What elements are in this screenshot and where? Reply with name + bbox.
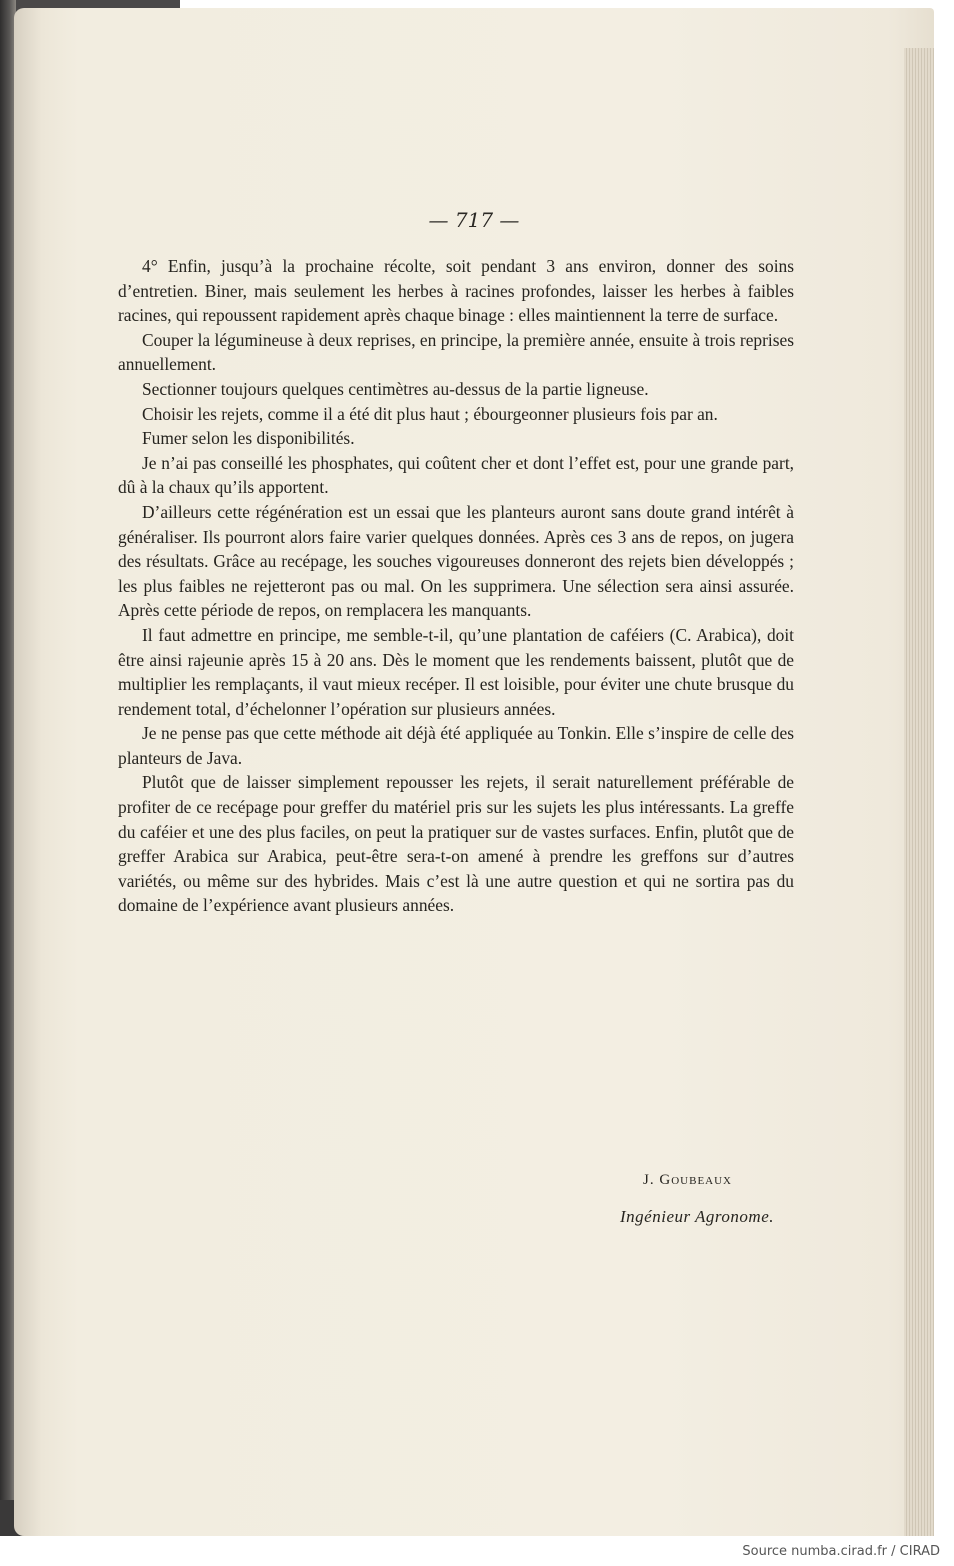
paragraph-sectionner: Sectionner toujours quelques centimètres au-dessus de la partie ligneuse.	[142, 378, 649, 399]
paragraph-legumineuse: Couper la légumineuse à deux reprises, en principe, la première année, ensuite à trois reprises annuellement.	[118, 329, 794, 375]
paragraph-entretien: 4° Enfin, jusqu’à la prochaine récolte, soit pendant 3 ans environ, donner des soins d’entretien. Biner, mais seulement les herbes à racines profondes, laisser les herbes à faibles racines, qui repoussent rapidement après chaque binage : elles maintiennent la terre de surface.	[118, 256, 794, 326]
paragraph-rajeunie: Il faut admettre en principe, me semble-t-il, qu’une plantation de caféiers (C. Arabica), doit être ainsi rajeunie après 15 à 20 ans. Dès le moment que les rendements baissent, plutôt que de multiplier les remplaçants, il vaut mieux recéper. Il est loisible, pour éviter une chute brusque du rendement total, d’échelonner l’opération sur plusieurs années.	[118, 624, 794, 719]
signature-block	[514, 1172, 774, 1227]
page-stack-edge	[904, 48, 934, 1538]
source-credit: Source numba.cirad.fr / CIRAD	[742, 1544, 940, 1559]
paragraph-regeneration: D’ailleurs cette régénération est un essai que les planteurs auront sans doute grand intérêt à généraliser. Ils pourront alors faire varier quelques données. Après ces 3 ans de repos, on jugera des résultats. Grâce au recépage, les souches vigoureuses donneront des rejets bien développés ; les plus faibles ne rejetteront pas ou mal. On les supprimera. Une sélection sera ainsi assurée. Après cette période de repos, on remplacera les manquants.	[118, 501, 794, 621]
paragraph-rejets: Choisir les rejets, comme il a été dit plus haut ; ébourgeonner plusieurs fois par an.	[142, 403, 718, 424]
paragraph-greffe: Plutôt que de laisser simplement repousser les rejets, il serait naturellement préférable de profiter de ce recépage pour greffer du matériel pris sur les sujets les plus intéressants. La greffe du caféier et une des plus faciles, on peut la pratiquer sur de vastes surfaces. Enfin, plutôt que de greffer Arabica sur Arabica, peut-être sera-t-on amené à prendre les greffons sur d’autres variétés, ou même sur des hybrides. Mais c’est là une autre question et qui ne sortira pas du domaine de l’expérience avant plusieurs années.	[118, 772, 794, 916]
paragraph-phosphates: Je n’ai pas conseillé les phosphates, qui coûtent cher et dont l’effet est, pour une grande part, dû à la chaux qu’ils apportent.	[118, 452, 794, 498]
author-title: Ingénieur Agronome.	[620, 1207, 774, 1226]
paragraph-fumer: Fumer selon les disponibilités.	[142, 428, 355, 449]
paragraph-tonkin: Je ne pense pas que cette méthode ait déjà été appliquée au Tonkin. Elle s’inspire de celle des planteurs de Java.	[118, 723, 794, 768]
book-page	[14, 8, 934, 1536]
article-body	[118, 254, 794, 918]
footer-bar	[0, 1536, 954, 1566]
page-number: — 717 —	[428, 208, 520, 232]
author-name: J. Goubeaux	[643, 1172, 732, 1188]
